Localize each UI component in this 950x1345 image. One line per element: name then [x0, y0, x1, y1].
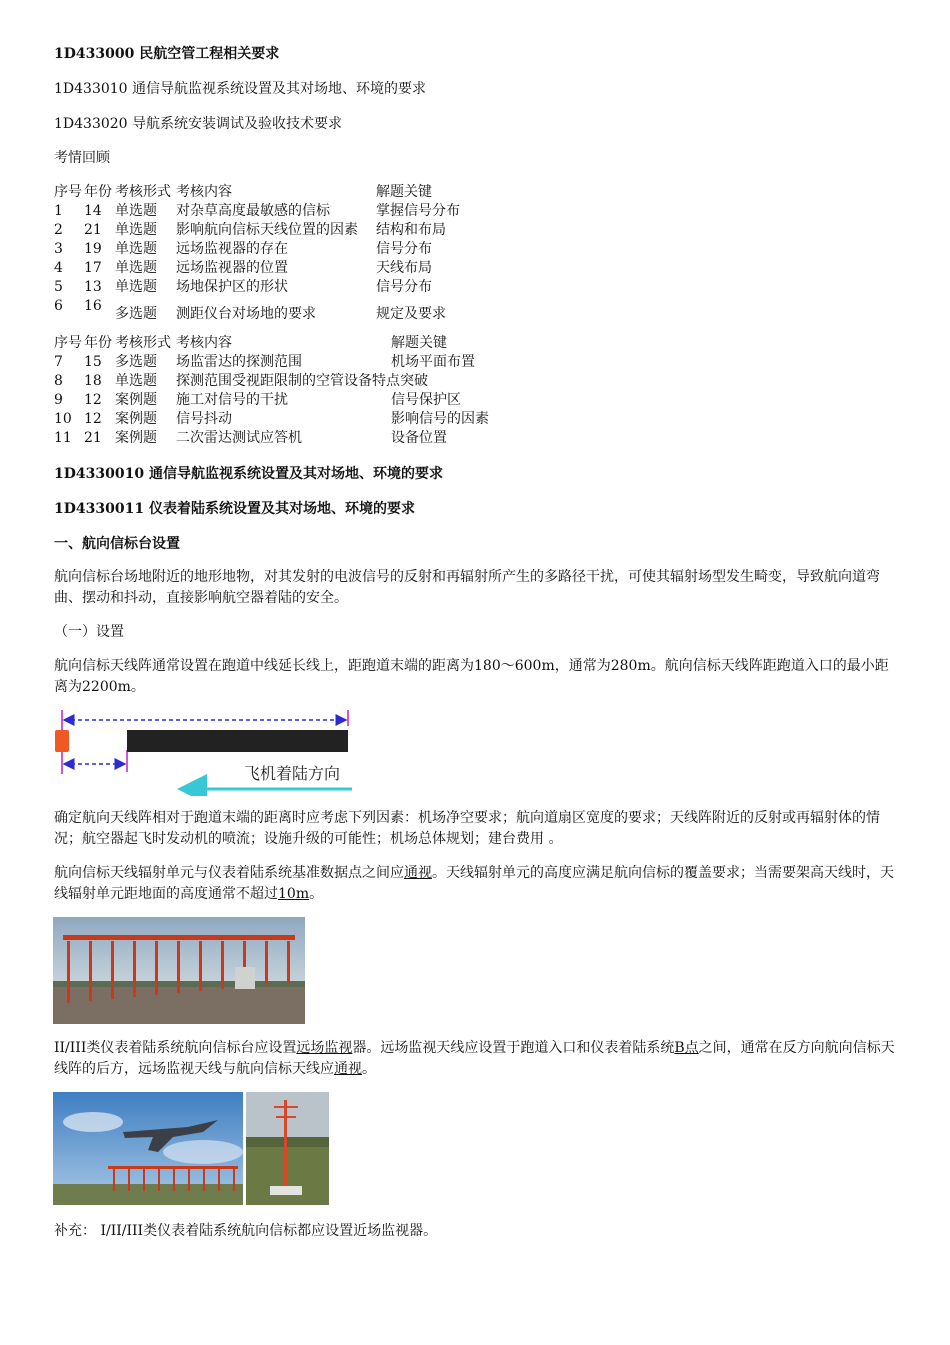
- cell: 6: [54, 298, 63, 314]
- cell: 10: [54, 411, 72, 427]
- text-run: 航向信标天线辐射单元与仪表着陆系统基准数据点之间应: [54, 865, 404, 881]
- cell: 13: [84, 279, 102, 295]
- col-header: 考核形式: [115, 335, 171, 351]
- heading-1d4330010: 1D4330010 通信导航监视系统设置及其对场地、环境的要求: [54, 466, 443, 482]
- paragraph-radiating-elements: [54, 863, 899, 905]
- cell: 单选题: [115, 241, 157, 257]
- paragraph-factors: 确定航向天线阵相对于跑道末端的距离时应考虑下列因素：机场净空要求；航向道扇区宽度的要求；天线阵附近的反射或再辐射体的情况；航空器起飞时发动机的喷流；设施升级的可能性；机场总体规划；建台费用 。: [54, 810, 880, 847]
- cell: 17: [84, 260, 102, 276]
- cell: 21: [84, 430, 102, 446]
- heading-review: 考情回顾: [54, 150, 110, 166]
- cell: 12: [84, 392, 102, 408]
- cell: [176, 372, 511, 391]
- col-header: 年份: [84, 184, 112, 200]
- cell: 规定及要求: [376, 306, 446, 322]
- paragraph-supplement: 补充： I/II/III类仪表着陆系统航向信标都应设置近场监视器。: [54, 1223, 438, 1239]
- paragraph-far-field-monitor: [54, 1038, 899, 1080]
- cell: 单选题: [115, 260, 157, 276]
- text-run: 之间，通常在反方向航向信标天线阵的后方，远场监视天线与航向信标天线应: [54, 1040, 895, 1077]
- cell: 多选题: [115, 354, 157, 370]
- heading-1d433010: 1D433010 通信导航监视系统设置及其对场地、环境的要求: [54, 81, 427, 97]
- cell: 单选题: [115, 222, 157, 238]
- paragraph-antenna-distance: 航向信标天线阵通常设置在跑道中线延长线上，距跑道末端的距离为180～600m，通常为280m。航向信标天线阵距跑道入口的最小距离为2200m。: [54, 658, 889, 695]
- review-table-1: [54, 183, 496, 324]
- col-header: 年份: [84, 335, 112, 351]
- cell: 信号抖动: [176, 411, 232, 427]
- col-header: 考核内容: [176, 335, 232, 351]
- table-row: [54, 278, 496, 297]
- cell: 1: [54, 203, 63, 219]
- cell: 对杂草高度最敏感的信标: [176, 203, 330, 219]
- cell: 信号分布: [376, 241, 432, 257]
- table-row: [54, 221, 496, 240]
- cell: 单选题: [115, 373, 157, 389]
- cell: 12: [84, 411, 102, 427]
- cell: 11: [54, 430, 72, 446]
- cell: 单选题: [115, 203, 157, 219]
- cell: 18: [84, 373, 102, 389]
- landing-direction-label: 飞机着陆方向: [244, 766, 341, 783]
- cell-content: 探测范围受视距限制的空管设备: [176, 373, 372, 389]
- cell: 15: [84, 354, 102, 370]
- cell: 2: [54, 222, 63, 238]
- localizer-distance-diagram: [50, 706, 370, 796]
- table-header-row: [54, 334, 511, 353]
- cell: 5: [54, 279, 63, 295]
- col-header: 解题关键: [391, 335, 447, 351]
- cell: 机场平面布置: [391, 354, 475, 370]
- col-header: 考核内容: [176, 184, 232, 200]
- col-header: 考核形式: [115, 184, 171, 200]
- paragraph-multipath: 航向信标台场地附近的地形地物，对其发射的电波信号的反射和再辐射所产生的多路径干扰，可使其辐射场型发生畸变，导致航向道弯曲、摆动和抖动，直接影响航空器着陆的安全。: [54, 569, 880, 606]
- underlined-term: 通视: [334, 1061, 362, 1077]
- table-row: [54, 202, 496, 221]
- cell: 场地保护区的形状: [176, 279, 288, 295]
- cell: 7: [54, 354, 63, 370]
- cell: 案例题: [115, 411, 157, 427]
- table-row: [54, 410, 511, 429]
- cell: 施工对信号的干扰: [176, 392, 288, 408]
- heading-1d4330011: 1D4330011 仪表着陆系统设置及其对场地、环境的要求: [54, 501, 415, 517]
- cell: 多选题: [115, 306, 157, 322]
- monitor-antenna-photo: [246, 1092, 329, 1205]
- cell: 案例题: [115, 392, 157, 408]
- text-run: 器。远场监视天线应设置于跑道入口和仪表着陆系统: [352, 1040, 675, 1056]
- cell: 测距仪台对场地的要求: [176, 306, 316, 322]
- cell: 远场监视器的存在: [176, 241, 288, 257]
- cell: 案例题: [115, 430, 157, 446]
- cell: 8: [54, 373, 63, 389]
- text-run: 。: [362, 1061, 376, 1077]
- cell: 天线布局: [376, 260, 432, 276]
- cell-key: 特点突破: [372, 373, 428, 389]
- underlined-term: 10m: [278, 886, 310, 902]
- heading-localizer-setup: 一、航向信标台设置: [54, 536, 180, 552]
- cell: 19: [84, 241, 102, 257]
- table-row: [54, 353, 511, 372]
- table-row: [54, 240, 496, 259]
- antenna-block: [55, 730, 69, 752]
- cell: 设备位置: [391, 430, 447, 446]
- cell: 远场监视器的位置: [176, 260, 288, 276]
- text-run: II/III类仪表着陆系统航向信标台应设置: [54, 1040, 297, 1056]
- aircraft-landing-photo: [53, 1092, 243, 1205]
- cell: 掌握信号分布: [376, 203, 460, 219]
- cell: 结构和布局: [376, 222, 446, 238]
- underlined-term: B点: [674, 1040, 699, 1056]
- table-header-row: [54, 183, 496, 202]
- table-row: [54, 391, 511, 410]
- table-row: [54, 259, 496, 278]
- cell: 14: [84, 203, 102, 219]
- cell: 信号保护区: [391, 392, 461, 408]
- heading-1d433020: 1D433020 导航系统安装调试及验收技术要求: [54, 116, 343, 132]
- cell: 3: [54, 241, 63, 257]
- table-row: [54, 372, 511, 391]
- cell: 影响信号的因素: [391, 411, 489, 427]
- cell: 信号分布: [376, 279, 432, 295]
- cell: 场监雷达的探测范围: [176, 354, 302, 370]
- table-row: [54, 429, 511, 448]
- underlined-term: 通视: [404, 865, 432, 881]
- underlined-term: 远场监视: [296, 1040, 353, 1056]
- antenna-array-photo: [53, 917, 305, 1024]
- subheading-setup: （一）设置: [54, 624, 124, 640]
- cell: 影响航向信标天线位置的因素: [176, 222, 358, 238]
- cell: 二次雷达测试应答机: [176, 430, 302, 446]
- table-row: [54, 297, 496, 324]
- runway-bar: [127, 730, 348, 752]
- review-table-2: [54, 334, 511, 448]
- text-run: 。天线辐射单元的高度应满足航向信标的覆盖要求；当需要架高天线时，天线辐射单元距地面的高度通常不超过: [54, 865, 894, 902]
- cell: 21: [84, 222, 102, 238]
- col-header: 解题关键: [376, 184, 432, 200]
- cell: 16: [84, 298, 102, 314]
- col-header: 序号: [54, 335, 82, 351]
- cell: 单选题: [115, 279, 157, 295]
- text-run: 。: [309, 886, 324, 902]
- heading-1d433000: 1D433000 民航空管工程相关要求: [54, 46, 280, 62]
- cell: 4: [54, 260, 63, 276]
- col-header: 序号: [54, 184, 82, 200]
- cell: 9: [54, 392, 63, 408]
